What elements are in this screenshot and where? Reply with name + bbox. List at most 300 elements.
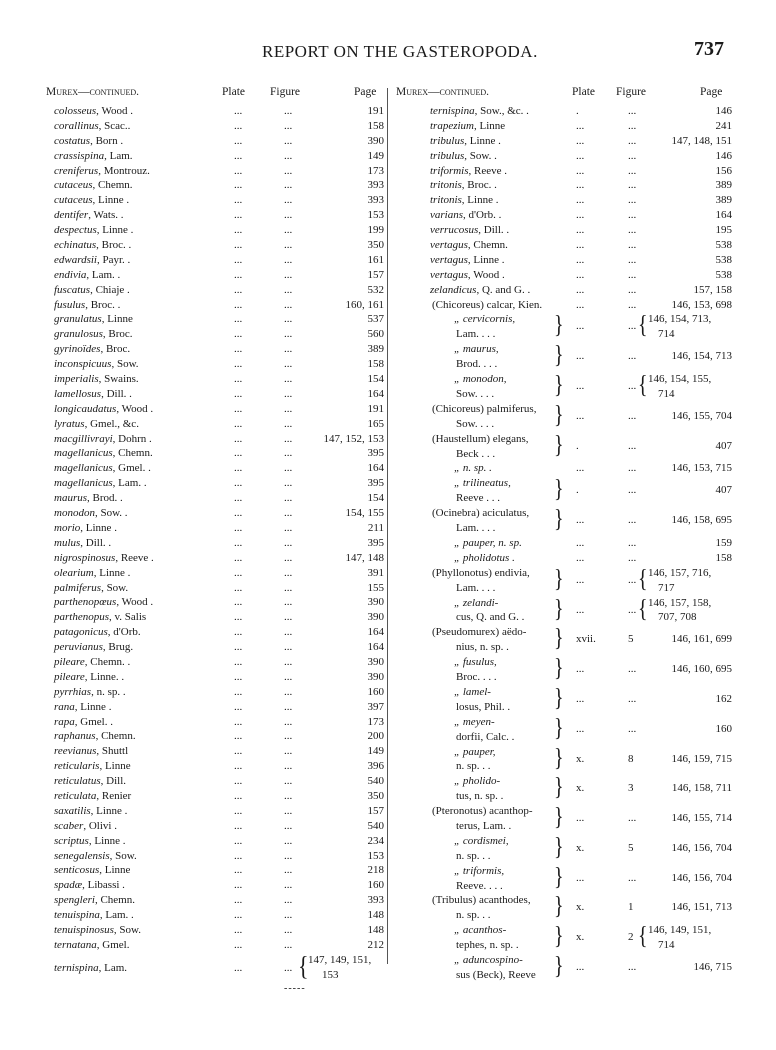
plate-ref: ... xyxy=(234,745,243,758)
entry-label xyxy=(54,789,131,804)
figure-ref: ... xyxy=(628,961,637,974)
figure-ref: ... xyxy=(284,194,293,207)
page-ref: 146, 156, 704 xyxy=(671,871,732,884)
page-ref: 147, 148, 151 xyxy=(671,134,732,147)
figure-ref: 2 xyxy=(628,931,634,944)
index-entry xyxy=(46,312,384,327)
plate-ref: ... xyxy=(234,730,243,743)
plate-ref: ... xyxy=(234,119,243,132)
entry-label xyxy=(54,342,130,357)
plate-ref: ... xyxy=(234,760,243,773)
entry-label xyxy=(54,476,147,491)
page-ref: 146, 151, 713 xyxy=(671,901,732,914)
figure-ref: ... xyxy=(628,871,637,884)
figure-ref: ... xyxy=(284,745,293,758)
species-author: , Gmel., &c. xyxy=(84,417,139,430)
plate-ref: ... xyxy=(234,670,243,683)
index-entry-group xyxy=(396,893,732,923)
entry-label xyxy=(54,834,126,849)
species-name: costatus xyxy=(54,134,91,147)
entry-line-2: Sow. . . . xyxy=(456,417,495,430)
page-ref: 155 xyxy=(367,581,384,594)
figure-ref: ... xyxy=(628,462,637,475)
species-name: parthenopœus xyxy=(54,596,117,609)
entry-label xyxy=(54,581,128,596)
entry-label xyxy=(54,327,133,342)
page-ref: 146, 715 xyxy=(693,961,732,974)
entry-line-1: „ trilineatus, xyxy=(454,477,511,490)
page-ref: 350 xyxy=(367,239,384,252)
index-entry xyxy=(46,193,384,208)
species-name: tritonis xyxy=(430,194,462,207)
page-ref: 146 xyxy=(715,105,732,117)
brace-mark: } xyxy=(554,833,564,861)
figure-ref: ... xyxy=(284,328,293,341)
index-entry-group xyxy=(396,342,732,372)
plate-ref: ... xyxy=(234,566,243,579)
entry-label xyxy=(432,298,542,313)
entry-label xyxy=(54,923,141,938)
entry-line-2: tephes, n. sp. . xyxy=(456,939,519,952)
species-author: , Broc. xyxy=(102,328,133,341)
page-ref: 146, 154, 713 xyxy=(671,350,732,363)
index-entry xyxy=(46,715,384,730)
index-entry xyxy=(46,536,384,551)
right-col-page: Page xyxy=(700,86,723,98)
brace-mark: } xyxy=(554,803,564,831)
species-author: , Linne xyxy=(474,119,506,132)
entry-line-1: (Pteronotus) acanthop- xyxy=(432,805,533,818)
species-name: senticosus xyxy=(54,864,100,877)
species-name: pileare xyxy=(54,670,85,683)
page-ref: 164 xyxy=(367,641,384,654)
page-ref: 160 xyxy=(367,879,384,892)
entry-line-2: terus, Lam. . xyxy=(456,819,512,832)
page-ref: 396 xyxy=(367,760,384,773)
species-author: , Linne . xyxy=(90,804,128,817)
brace-mark: } xyxy=(554,922,564,951)
entry-label xyxy=(54,804,127,819)
entry-label xyxy=(54,744,128,759)
figure-ref: ... xyxy=(284,492,293,505)
figure-ref: ... xyxy=(284,521,293,534)
running-title: REPORT ON THE GASTEROPODA. xyxy=(262,42,538,61)
page-ref: 390 xyxy=(367,611,384,624)
figure-ref: ... xyxy=(284,626,293,639)
plate-ref: ... xyxy=(234,358,243,371)
entry-label xyxy=(430,164,507,179)
entry-label xyxy=(430,208,501,223)
page-ref: 391 xyxy=(367,566,384,579)
figure-ref: ... xyxy=(284,789,293,802)
figure-ref: ... xyxy=(284,596,293,609)
plate-ref: . xyxy=(576,484,579,497)
plate-ref: ... xyxy=(234,313,243,326)
page-ref: 714 xyxy=(658,939,675,952)
plate-ref: xvii. xyxy=(576,633,596,646)
entry-label xyxy=(430,149,497,164)
figure-ref: 5 xyxy=(628,841,634,854)
index-entry xyxy=(46,223,384,238)
rule-mark: ----- xyxy=(284,982,306,994)
species-author: , Sow. xyxy=(109,849,137,862)
species-author: , Reeve . xyxy=(468,164,507,177)
index-entry xyxy=(46,149,384,164)
plate-ref: ... xyxy=(576,239,585,252)
page-ref: 153 xyxy=(367,849,384,862)
species-name: spengleri xyxy=(54,894,95,907)
species-name: reticulata xyxy=(54,789,97,802)
plate-ref: ... xyxy=(234,253,243,266)
figure-ref: ... xyxy=(284,804,293,817)
plate-ref: ... xyxy=(234,804,243,817)
species-name: vertagus xyxy=(430,253,468,266)
species-author: , Dill. . xyxy=(80,536,112,549)
page-ref: 146 xyxy=(715,149,732,162)
entry-label xyxy=(54,446,153,461)
index-entry xyxy=(396,283,732,298)
index-entry xyxy=(46,238,384,253)
entry-line-1: „ pholidotus . xyxy=(454,551,515,564)
species-name: vertagus xyxy=(430,268,468,281)
entry-label xyxy=(54,863,130,878)
entry-line-2: n. sp. . . xyxy=(456,909,491,922)
plate-ref: ... xyxy=(576,179,585,192)
page-ref: 717 xyxy=(658,581,675,594)
entry-line-1: „ cervicornis, xyxy=(454,313,516,326)
species-name: trapezium xyxy=(430,119,474,132)
index-entry-group xyxy=(396,804,732,834)
page-ref: 540 xyxy=(367,775,384,788)
entry-label xyxy=(54,253,130,268)
entry-line-1: (Ocinebra) aciculatus, xyxy=(432,507,530,520)
index-entry xyxy=(396,104,732,119)
page-ref: 241 xyxy=(715,119,732,132)
page-ref: 158 xyxy=(367,119,384,132)
page-ref: 146, 161, 699 xyxy=(671,633,732,646)
figure-ref: ... xyxy=(284,849,293,862)
species-author: , Q. and G. . xyxy=(476,283,531,296)
species-author: , Broc. . xyxy=(96,239,132,252)
entry-label xyxy=(54,461,151,476)
entry-line-2: Broc. . . . xyxy=(456,671,497,683)
brace-mark: } xyxy=(554,475,564,504)
brace-mark: } xyxy=(554,713,564,742)
index-entry xyxy=(396,119,732,134)
plate-ref: ... xyxy=(234,536,243,549)
entry-line-2: nius, n. sp. . xyxy=(456,641,509,654)
entry-line-1: „ fusulus, xyxy=(454,656,497,669)
figure-ref: ... xyxy=(628,722,637,735)
index-entry xyxy=(396,178,732,193)
species-author: , Swains. xyxy=(98,373,139,386)
figure-ref: ... xyxy=(628,439,637,452)
index-entry-group xyxy=(396,476,732,506)
page-ref: 707, 708 xyxy=(658,611,697,624)
brace-mark: } xyxy=(554,624,564,653)
species-name: olearium xyxy=(54,566,94,579)
index-entry-group xyxy=(396,834,732,864)
page-ref: 211 xyxy=(367,521,384,534)
page-ref: 153 xyxy=(367,209,384,222)
entry-label xyxy=(54,685,126,700)
page-ref: 199 xyxy=(367,224,384,237)
page-ref: 389 xyxy=(367,343,384,356)
left-col-page: Page xyxy=(354,86,377,98)
species-author: , Reeve . xyxy=(115,551,154,564)
entry-label xyxy=(54,134,123,149)
species-name: granulatus xyxy=(54,313,102,326)
page-ref: 395 xyxy=(367,536,384,549)
species-name: tribulus xyxy=(430,149,465,162)
plate-ref: ... xyxy=(234,655,243,668)
species-author: , Sow., &c. . xyxy=(474,105,529,117)
page-ref: 148 xyxy=(367,909,384,922)
page-ref: 157 xyxy=(367,804,384,817)
entry-line-1: „ triformis, xyxy=(454,864,505,877)
species-author: , Sow. . xyxy=(464,149,497,162)
brace-mark: } xyxy=(554,430,564,459)
species-name: magellanicus xyxy=(54,447,113,460)
species-author: , Chemn. xyxy=(467,239,508,252)
figure-ref: ... xyxy=(284,670,293,683)
right-col-figure: Figure xyxy=(616,86,647,98)
page-ref: 390 xyxy=(367,596,384,609)
index-entry xyxy=(46,878,384,893)
plate-ref: ... xyxy=(234,611,243,624)
entry-line-1: „ zelandi- xyxy=(454,596,499,609)
entry-label xyxy=(54,908,134,923)
entry-label xyxy=(54,164,150,179)
figure-ref: ... xyxy=(628,350,637,363)
plate-ref: ... xyxy=(576,224,585,237)
page-ref: 560 xyxy=(367,328,384,341)
species-name: lyratus xyxy=(54,417,85,430)
index-entry-group xyxy=(396,312,732,342)
page-ref: 537 xyxy=(367,313,384,326)
entry-label xyxy=(54,387,132,402)
entry-line-1: (Phyllonotus) endivia, xyxy=(432,566,530,579)
species-author: , Wood . xyxy=(467,268,505,281)
plate-ref: ... xyxy=(576,380,585,393)
figure-ref: ... xyxy=(284,239,293,252)
figure-ref: ... xyxy=(284,581,293,594)
index-entry xyxy=(396,208,732,223)
species-name: patagonicus xyxy=(54,626,108,639)
index-entry xyxy=(46,566,384,581)
figure-ref: ... xyxy=(284,179,293,192)
plate-ref: ... xyxy=(234,700,243,713)
entry-label xyxy=(430,238,508,253)
species-author: , n. sp. . xyxy=(91,685,126,698)
plate-ref: ... xyxy=(234,626,243,639)
entry-label xyxy=(54,268,120,283)
page-ref: 149 xyxy=(367,149,384,162)
figure-ref: ... xyxy=(284,536,293,549)
figure-ref: ... xyxy=(284,447,293,460)
species-name: cutaceus xyxy=(54,194,93,207)
right-column-header xyxy=(396,86,732,102)
plate-ref: ... xyxy=(234,923,243,936)
species-author: , Sow. xyxy=(111,358,139,371)
species-author: , Lam. . xyxy=(99,909,134,922)
figure-ref: ... xyxy=(628,164,637,177)
plate-ref: ... xyxy=(576,812,585,825)
plate-ref: ... xyxy=(234,328,243,341)
species-name: nigrospinosus xyxy=(54,551,116,564)
entry-line-2: tus, n. sp. . xyxy=(456,790,504,803)
figure-ref: ... xyxy=(284,119,293,132)
figure-ref: ... xyxy=(284,477,293,490)
figure-ref: ... xyxy=(284,373,293,386)
plate-ref: ... xyxy=(234,134,243,147)
index-entry xyxy=(46,164,384,179)
page-ref: 146, 149, 151, xyxy=(648,924,712,937)
plate-ref: ... xyxy=(576,871,585,884)
brace-mark: } xyxy=(554,311,564,340)
plate-ref: ... xyxy=(234,834,243,847)
plate-ref: ... xyxy=(234,387,243,400)
page-ref: 162 xyxy=(715,692,732,705)
species-name: pileare xyxy=(54,655,85,668)
plate-ref: x. xyxy=(576,752,585,765)
plate-ref: ... xyxy=(234,581,243,594)
plate-ref: ... xyxy=(576,462,585,475)
entry-label xyxy=(430,223,509,238)
figure-ref: ... xyxy=(284,775,293,788)
species-name: scriptus xyxy=(54,834,89,847)
plate-ref: ... xyxy=(234,685,243,698)
plate-ref: . xyxy=(576,439,579,452)
figure-ref: ... xyxy=(628,320,637,333)
species-author: , Dill. . xyxy=(101,387,132,400)
figure-ref: ... xyxy=(284,417,293,430)
index-entry xyxy=(46,134,384,149)
index-entry xyxy=(46,804,384,819)
entry-label xyxy=(54,715,113,730)
page-ref: 390 xyxy=(367,670,384,683)
entry-label xyxy=(54,372,139,387)
page-ref: 389 xyxy=(715,179,732,192)
plate-ref: ... xyxy=(576,961,585,974)
plate-ref: ... xyxy=(234,432,243,445)
plate-ref: ... xyxy=(234,492,243,505)
page-ref: 714 xyxy=(658,328,675,341)
page-ref: 146, 157, 716, xyxy=(648,566,712,579)
page-ref: 393 xyxy=(367,194,384,207)
species-author: , Gmel. xyxy=(96,938,130,951)
index-entry xyxy=(46,610,384,625)
entry-line-1: (Pseudomurex) aëdo- xyxy=(432,626,527,639)
species-author: , v. Salis xyxy=(109,611,147,624)
entry-label xyxy=(54,938,129,953)
page-number: 737 xyxy=(694,38,724,60)
species-author: , Sow. xyxy=(101,581,129,594)
plate-ref: ... xyxy=(576,573,585,586)
plate-ref: ... xyxy=(576,551,585,564)
plate-ref: ... xyxy=(576,149,585,162)
plate-ref: ... xyxy=(234,149,243,162)
entry-line-2: cus, Q. and G. . xyxy=(456,611,525,624)
page-ref: 538 xyxy=(715,268,732,281)
species-author: , Chiaje . xyxy=(90,283,130,296)
figure-ref: ... xyxy=(284,760,293,773)
index-entry xyxy=(46,461,384,476)
index-entry-group xyxy=(396,655,732,685)
plate-ref: ... xyxy=(234,961,243,974)
index-entry xyxy=(396,253,732,268)
plate-ref: ... xyxy=(234,641,243,654)
species-author: , Linne xyxy=(99,864,131,877)
page-ref: 146, 153, 698 xyxy=(671,298,732,311)
species-author: , Renier xyxy=(96,789,132,802)
plate-ref: ... xyxy=(576,536,585,549)
page-ref: 164 xyxy=(715,209,732,222)
species-author: , Brod. . xyxy=(87,492,123,505)
species-name: longicaudatus xyxy=(54,402,117,415)
species-name: (Chicoreus) calcar, Kien. xyxy=(432,298,543,311)
figure-ref: ... xyxy=(284,641,293,654)
right-col-plate: Plate xyxy=(572,86,595,98)
index-entry-group xyxy=(396,923,732,953)
index-entry xyxy=(46,342,384,357)
species-name: spadæ xyxy=(54,879,83,892)
figure-ref: ... xyxy=(628,179,637,192)
entry-line-1: „ acanthos- xyxy=(454,924,507,937)
entry-line-1: „ lamel- xyxy=(454,685,491,698)
figure-ref: ... xyxy=(628,536,637,549)
entry-label xyxy=(430,134,501,149)
index-entry xyxy=(46,506,384,521)
index-entry xyxy=(46,476,384,491)
page-ref: 160 xyxy=(367,685,384,698)
figure-ref: ... xyxy=(628,253,637,266)
figure-ref: ... xyxy=(284,507,293,520)
page-ref: 158 xyxy=(367,358,384,371)
page-ref: 146, 153, 715 xyxy=(671,462,732,475)
index-entry xyxy=(46,357,384,372)
plate-ref: ... xyxy=(234,775,243,788)
entry-label xyxy=(54,208,124,223)
figure-ref: ... xyxy=(628,551,637,564)
page-ref: 234 xyxy=(367,834,384,847)
entry-label xyxy=(54,670,124,685)
species-name: vertagus xyxy=(430,239,468,252)
plate-ref: ... xyxy=(234,194,243,207)
index-entry xyxy=(396,268,732,283)
index-entry xyxy=(46,625,384,640)
species-author: , Linne. . xyxy=(84,670,125,683)
figure-ref: ... xyxy=(284,164,293,177)
plate-ref: ... xyxy=(234,507,243,520)
species-author: , Scac.. xyxy=(98,119,131,132)
species-name: edwardsii xyxy=(54,253,97,266)
plate-ref: ... xyxy=(234,596,243,609)
index-entry xyxy=(396,298,732,313)
page-ref: 164 xyxy=(367,462,384,475)
figure-ref: ... xyxy=(628,239,637,252)
entry-label xyxy=(54,595,153,610)
page-ref: 146, 154, 713, xyxy=(648,313,712,326)
figure-ref: ... xyxy=(284,298,293,311)
species-name: tribulus xyxy=(430,134,465,147)
plate-ref: ... xyxy=(234,909,243,922)
species-name: colosseus xyxy=(54,105,97,117)
left-heading: Murex—continued. xyxy=(46,86,140,98)
species-name: imperialis xyxy=(54,373,99,386)
figure-ref: ... xyxy=(284,938,293,951)
entry-line-1: „ pauper, xyxy=(454,745,496,758)
